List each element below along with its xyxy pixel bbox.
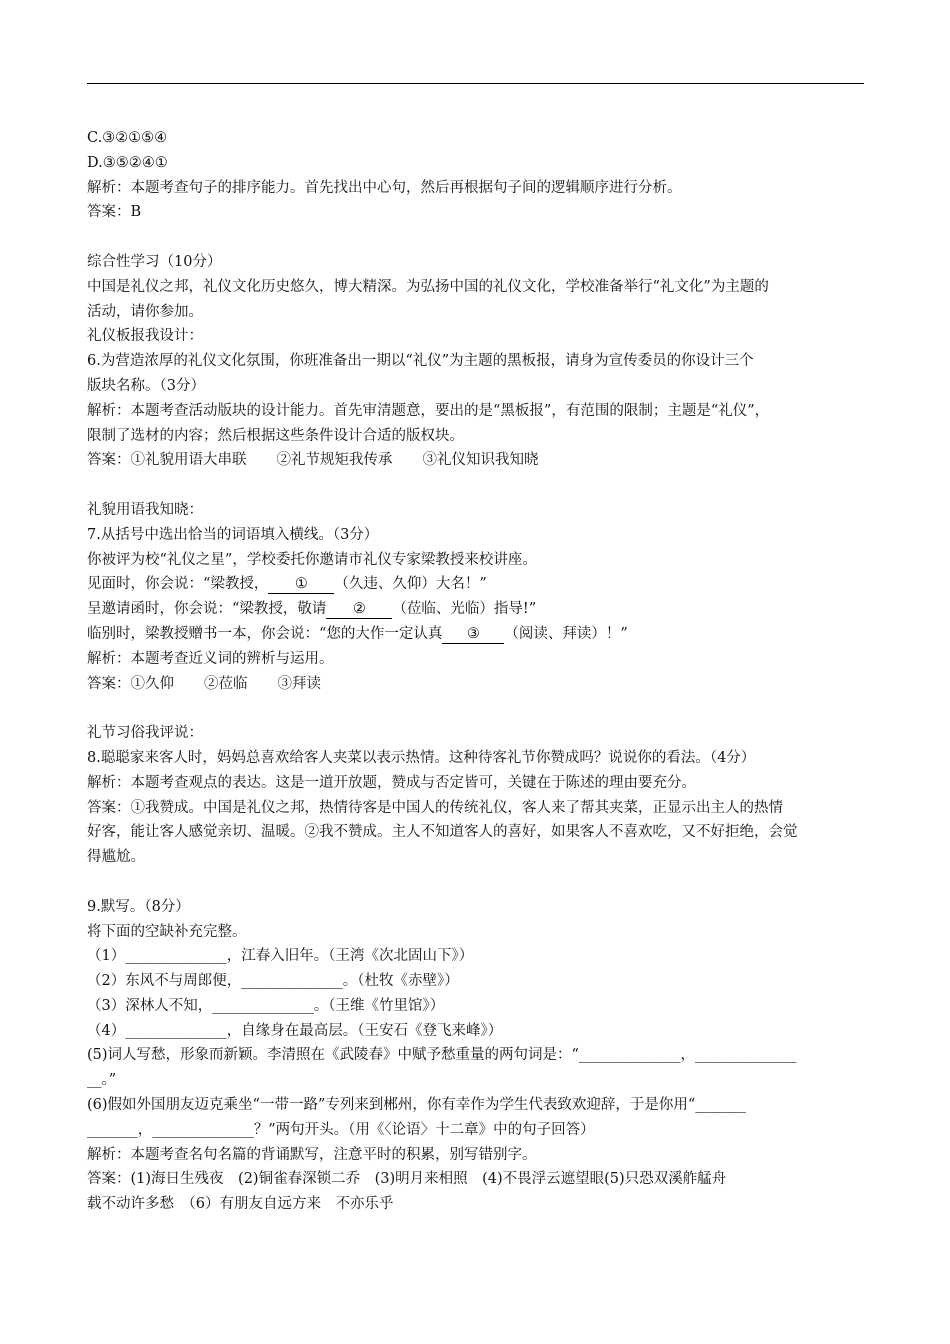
question-7-blank-1: 见面时，你会说：“梁教授， ① （久违、久仰）大名！”: [87, 576, 487, 593]
question-9-item-1: （1）______________，江春入旧年。（王湾《次北固山下》）: [87, 948, 474, 965]
document-body: [87, 126, 877, 1217]
analysis-q7: 解析：本题考查近义词的辨析与运用。: [87, 650, 334, 667]
answer-q8-line-1: 答案：①我赞成。中国是礼仪之邦，热情待客是中国人的传统礼仪，客人来了帮其夹菜，正显示出主人的热情: [87, 799, 783, 816]
question-8: 8.聪聪家来客人时，妈妈总喜欢给客人夹菜以表示热情。这种待客礼节你赞成吗？说说你的看法。（4分）: [87, 749, 756, 766]
answer-q7-item-3: ③拜读: [277, 675, 321, 692]
subheading-etiquette: 礼节习俗我评说：: [87, 725, 203, 742]
option-c: C.③②①⑤④: [87, 130, 168, 146]
answer-q8-line-2: 好客，能让客人感觉亲切、温暖。②我不赞成。主人不知道客人的喜好，如果客人不喜欢吃，又不好拒绝，会觉: [87, 824, 798, 841]
answer-q5: 答案：B: [87, 204, 142, 221]
answer-q9-line-2: 载不动许多愁 （6）有朋友自远方来 不亦乐乎: [87, 1196, 394, 1213]
question-7: 7.从括号中选出恰当的词语填入横线。（3分）: [87, 526, 379, 543]
answer-q7-item-2: ②莅临: [204, 675, 248, 692]
question-7-context: 你被评为校“礼仪之星”，学校委托你邀请市礼仪专家梁教授来校讲座。: [87, 551, 537, 568]
answer-q6: [87, 448, 877, 473]
answer-q6-item-1: 答案：①礼貌用语大串联: [87, 452, 247, 469]
question-9-item-6-line-2: _______，______________？”两句开头。（用《〈论语〉十二章》中的句子回答）: [87, 1121, 595, 1138]
option-d: D.③⑤②④①: [87, 154, 168, 171]
question-9-item-6-line-1: (6)假如外国朋友迈克乘坐“一带一路”专列来到郴州，你有幸作为学生代表致欢迎辞，于是你用“_______: [87, 1097, 747, 1114]
question-9-instruction: 将下面的空缺补充完整。: [87, 923, 247, 940]
question-7-blank-2: 呈邀请函时，你会说：“梁教授，敬请 ② （莅临、光临）指导!”: [87, 601, 537, 618]
question-9-item-5-line-2: __。”: [87, 1072, 117, 1089]
answer-q6-item-2: ②礼节规矩我传承: [276, 452, 393, 469]
question-6-line-2: 版块名称。（3分）: [87, 377, 205, 394]
analysis-q8: 解析：本题考查观点的表达。这是一道开放题，赞成与否定皆可，关键在于陈述的理由要充分。: [87, 774, 696, 791]
question-9-item-2: （2）东风不与周郎便，______________。（杜牧《赤壁》）: [87, 973, 459, 990]
answer-q6-item-3: ③礼仪知识我知晓: [422, 452, 539, 469]
question-9-item-5-line-1: (5)词人写愁，形象而新颖。李清照在《武陵春》中赋予愁重量的两句词是：“______________，______________: [87, 1047, 797, 1064]
analysis-q9: 解析：本题考查名句名篇的背诵默写，注意平时的积累，别写错别字。: [87, 1146, 537, 1163]
question-9-item-3: （3）深林人不知，______________。（王维《竹里馆》）: [87, 997, 445, 1014]
analysis-q5: 解析：本题考查句子的排序能力。首先找出中心句，然后再根据句子间的逻辑顺序进行分析。: [87, 179, 682, 196]
intro-line-1: 中国是礼仪之邦，礼仪文化历史悠久，博大精深。为弘扬中国的礼仪文化，学校准备举行“礼文化”为主题的: [87, 278, 769, 295]
question-9-item-4: （4）______________，自缘身在最高层。（王安石《登飞来峰》）: [87, 1022, 503, 1039]
blank-3: ③: [442, 625, 504, 644]
blank-1: ①: [268, 575, 334, 594]
answer-q9-line-1: 答案：(1)海日生残夜 (2)铜雀春深锁二乔 (3)明月来相照 (4)不畏浮云遮望眼(5)只恐双溪舴艋舟: [87, 1171, 727, 1188]
subheading-board: 礼仪板报我设计：: [87, 328, 203, 345]
analysis-q6-line-2: 限制了选材的内容；然后根据这些条件设计合适的版权块。: [87, 427, 464, 444]
header-rule: [87, 83, 864, 84]
blank-2: ②: [326, 600, 392, 619]
question-9: 9.默写。（8分）: [87, 898, 190, 915]
subheading-polite-words: 礼貌用语我知晓：: [87, 501, 203, 518]
section-title: 综合性学习（10分）: [87, 253, 222, 270]
question-7-blank-3: 临别时，梁教授赠书一本，你会说：“您的大作一定认真 ③ （阅读、拜读）！”: [87, 625, 628, 642]
intro-line-2: 活动，请你参加。: [87, 303, 203, 320]
question-6-line-1: 6.为营造浓厚的礼仪文化氛围，你班准备出一期以“礼仪”为主题的黑板报，请身为宣传委员的你设计三个: [87, 353, 754, 370]
answer-q8-line-3: 得尴尬。: [87, 849, 145, 866]
analysis-q6-line-1: 解析：本题考查活动版块的设计能力。首先审清题意，要出的是“黑板报”，有范围的限制；主题是“礼仪”，: [87, 402, 770, 419]
answer-q7-item-1: 答案：①久仰: [87, 675, 174, 692]
answer-q7: [87, 672, 877, 697]
